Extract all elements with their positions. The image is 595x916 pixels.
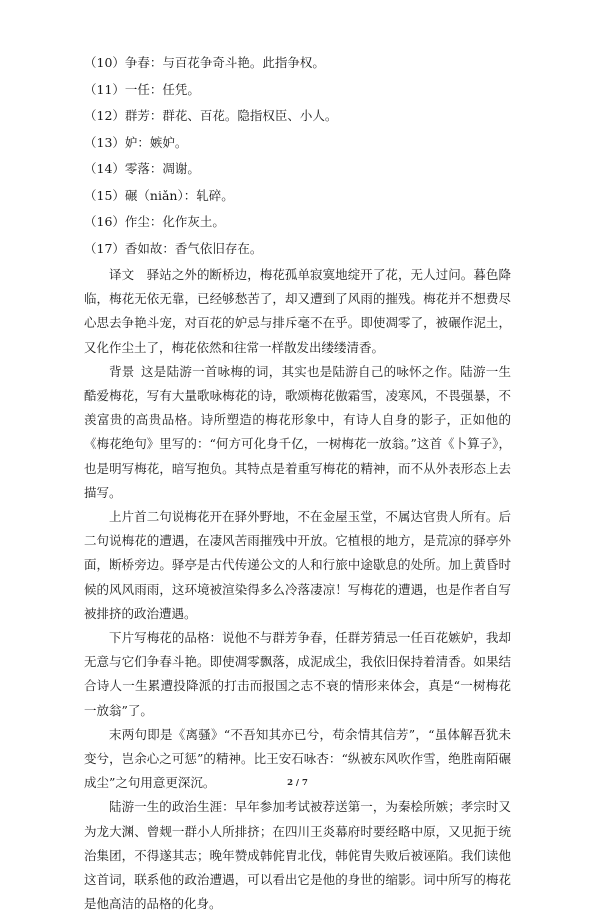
analysis-paragraph-4 (84, 795, 511, 916)
note-15: （15）碾（niǎn）：轧碎。 (84, 187, 234, 203)
paragraph-text: 驿站之外的断桥边，梅花孤单寂寞地绽开了花，无人过问。暮色降临，梅花无依无靠，已经够愁苦了，却又遭到了风雨的摧残。梅花并不想费尽心思去争艳斗宠，对百花的妒忌与排斥毫不在乎。即使凋零了，被碾作泥土，又化作尘土了，梅花依然和往常一样散发出缕缕清香。 (84, 267, 511, 355)
paragraph-text: 下片写梅花的品格：说他不与群芳争春，任群芳猜忌一任百花嫉妒，我却无意与它们争春斗艳。即使凋零飘落，成泥成尘，我依旧保持着清香。如果结合诗人一生累遭投降派的打击而报国之志不衰的情形来体会，真是“一树梅花一放翁”了。 (84, 630, 511, 718)
paragraph-text: 上片首二句说梅花开在驿外野地，不在金屋玉堂，不属达官贵人所有。后二句说梅花的遭遇，在凄风苦雨摧残中开放。它植根的地方，是荒凉的驿亭外面，断桥旁边。驿亭是古代传递公文的人和行旅中途歇息的处所。加上黄昏时候的风风雨雨，这环境被渲染得多么冷落凄凉！写梅花的遭遇，也是作者自写被排挤的政治遭遇。 (84, 509, 511, 621)
article-body (84, 263, 511, 916)
paragraph-lead: 背景 (109, 363, 135, 379)
paragraph-text: 这是陆游一首咏梅的词，其实也是陆游自己的咏怀之作。陆游一生酷爱梅花，写有大量歌咏梅花的诗，歌颂梅花傲霜雪，凌寒风，不畏强暴，不羡富贵的高贵品格。诗所塑造的梅花形象中，有诗人自身的影子，正如他的《梅花绝句》里写的：“何方可化身千亿，一树梅花一放翁。”这首《卜算子》，也是明写梅花，暗写抱负。其特点是着重写梅花的精神，而不从外表形态上去描写。 (84, 363, 511, 500)
analysis-paragraph-2 (84, 626, 511, 723)
background-paragraph (84, 360, 511, 505)
note-11: （11）一任：任凭。 (84, 81, 200, 97)
page-number: 2 / 7 (287, 778, 308, 788)
paragraph-lead: 译文 (109, 267, 135, 282)
annotation-list (84, 50, 524, 262)
note-10: （10）争春：与百花争奇斗艳。此指争权。 (84, 55, 325, 70)
paragraph-text: 末两句即是《离骚》“不吾知其亦已兮，苟余情其信芳”，“虽体解吾犹未变兮，岂余心之可惩”的精神。比王安石咏杏：“纵被东风吹作雪，绝胜南陌碾成尘”之句用意更深沉。 (84, 726, 511, 791)
translation-paragraph (84, 263, 511, 360)
paragraph-text: 陆游一生的政治生涯：早年参加考试被荐送第一，为秦桧所嫉；孝宗时又为龙大渊、曾觌一群小人所排挤；在四川王炎幕府时要经略中原，又见扼于统治集团，不得遂其志；晚年赞成韩侂胄北伐，韩侂胄失败后被诬陷。我们读他这首词，联系他的政治遭遇，可以看出它是他的身世的缩影。词中所写的梅花是他高洁的品格的化身。 (84, 799, 511, 912)
note-13: （13）妒：嫉妒。 (84, 134, 188, 150)
note-16: （16）作尘：化作灰土。 (84, 214, 225, 229)
note-12: （12）群芳：群花、百花。隐指权臣、小人。 (84, 108, 338, 123)
note-17: （17）香如故：香气依旧存在。 (84, 240, 263, 256)
analysis-paragraph-1 (84, 505, 511, 626)
note-14: （14）零落：凋谢。 (84, 161, 200, 176)
